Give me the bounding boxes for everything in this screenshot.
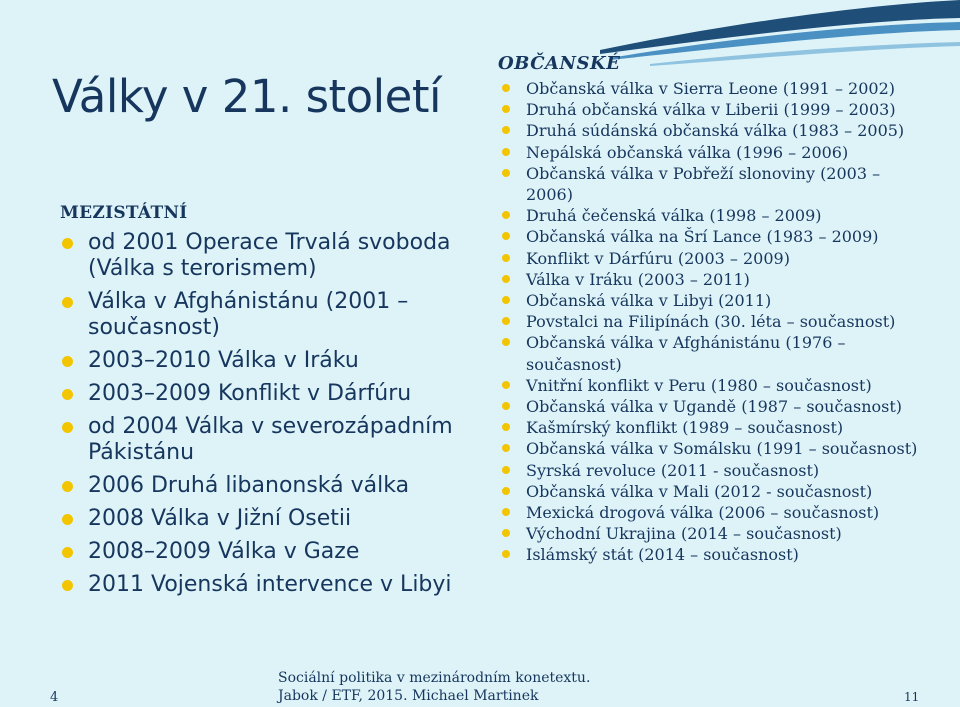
right-column-heading: OBČANSKÉ — [498, 53, 621, 74]
list-item: 2008–2009 Válka v Gaze — [62, 539, 492, 565]
list-item: Občanská válka v Afghánistánu (1976 – současnost) — [500, 332, 930, 374]
list-item: Konflikt v Dárfúru (2003 – 2009) — [500, 248, 930, 269]
list-item: Islámský stát (2014 – současnost) — [500, 544, 930, 565]
slide-title: Války v 21. století — [52, 70, 442, 123]
list-item: Povstalci na Filipínách (30. léta – současnost) — [500, 311, 930, 332]
list-item: Nepálská občanská válka (1996 – 2006) — [500, 142, 930, 163]
list-item: od 2004 Válka v severozápadním Pákistánu — [62, 414, 492, 466]
list-item: Válka v Iráku (2003 – 2011) — [500, 269, 930, 290]
list-item: Občanská válka v Ugandě (1987 – současnost) — [500, 396, 930, 417]
footer-course-line: Sociální politika v mezinárodním konetextu. — [278, 670, 591, 686]
list-item: 2003–2010 Válka v Iráku — [62, 348, 492, 374]
list-item: Občanská válka v Mali (2012 - současnost) — [500, 481, 930, 502]
list-item: Občanská válka v Pobřeží slonoviny (2003 – 2006) — [500, 163, 930, 205]
list-item: Válka v Afghánistánu (2001 – současnost) — [62, 289, 492, 341]
list-item: 2011 Vojenská intervence v Libyi — [62, 572, 492, 598]
list-item: Východní Ukrajina (2014 – současnost) — [500, 523, 930, 544]
slide-number-left: 4 — [50, 690, 59, 705]
list-item: Mexická drogová válka (2006 – současnost) — [500, 502, 930, 523]
list-item: Občanská válka na Šrí Lance (1983 – 2009) — [500, 226, 930, 247]
footer-author-line: Jabok / ETF, 2015. Michael Martinek — [278, 688, 539, 704]
list-item: 2003–2009 Konflikt v Dárfúru — [62, 381, 492, 407]
list-item: Syrská revoluce (2011 - současnost) — [500, 460, 930, 481]
list-item: Kašmírský konflikt (1989 – současnost) — [500, 417, 930, 438]
left-bullet-list — [62, 230, 492, 605]
list-item: Občanská válka v Libyi (2011) — [500, 290, 930, 311]
list-item: Druhá občanská válka v Liberii (1999 – 2003) — [500, 99, 930, 120]
list-item: 2006 Druhá libanonská válka — [62, 473, 492, 499]
list-item: Vnitřní konflikt v Peru (1980 – současnost) — [500, 375, 930, 396]
list-item: od 2001 Operace Trvalá svoboda (Válka s terorismem) — [62, 230, 492, 282]
list-item: Občanská válka v Somálsku (1991 – současnost) — [500, 438, 930, 459]
list-item: 2008 Válka v Jižní Osetii — [62, 506, 492, 532]
slide-number-right: 11 — [904, 690, 920, 704]
decorative-swoosh — [0, 0, 960, 80]
left-column-heading: MEZISTÁTNÍ — [60, 203, 188, 223]
list-item: Občanská válka v Sierra Leone (1991 – 2002) — [500, 78, 930, 99]
list-item: Druhá čečenská válka (1998 – 2009) — [500, 205, 930, 226]
right-bullet-list — [500, 78, 930, 566]
list-item: Druhá súdánská občanská válka (1983 – 2005) — [500, 120, 930, 141]
